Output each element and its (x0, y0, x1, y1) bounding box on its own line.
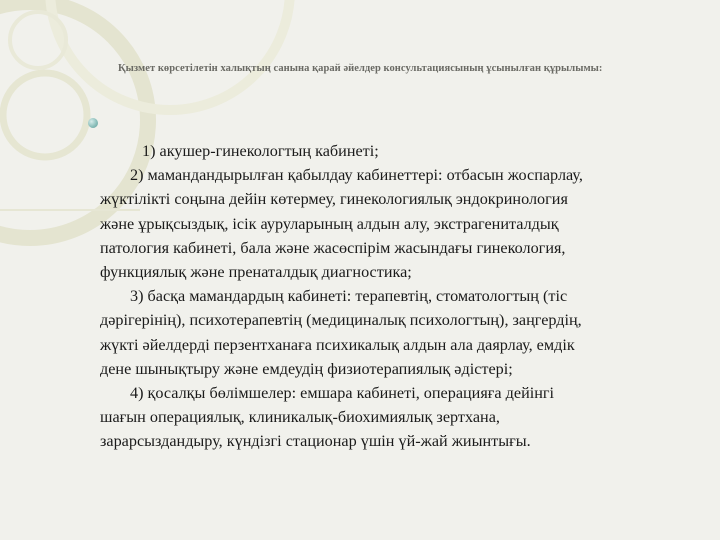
text-line: жүктілікті соңына дейін көтермеу, гинекологиялық эндокринология (100, 190, 568, 209)
text-line: зарарсыздандыру, күндізгі стационар үшін үй-жай жиынтығы. (100, 432, 531, 451)
text-line: 3) басқа мамандардың кабинеті: терапевтің, стоматологтың (тіс (130, 287, 568, 306)
bullet-icon (88, 118, 98, 128)
text-line: 1) акушер-гинекологтың кабинеті; (142, 142, 379, 160)
text-line: жүкті әйелдерді перзентханаға психикалық алдын ала даярлау, емдік (100, 335, 575, 354)
text-line: 4) қосалқы бөлімшелер: емшара кабинеті, операцияға дейінгі (130, 384, 555, 403)
text-line: және ұрықсыздық, ісік ауруларының алдын алу, экстрагениталдық (100, 214, 559, 233)
text-line: дене шынықтыру және емдеудің физиотерапиялық әдістері; (100, 359, 513, 378)
text-line: шағын операциялық, клиникалық-биохимиялық зертхана, (100, 408, 500, 427)
text-line: 2) мамандандырылған қабылдау кабинеттері: отбасын жоспарлау, (130, 166, 583, 185)
text-line: патология кабинеті, бала және жасөспірім жасындағы гинекология, (100, 238, 566, 257)
text-line: дәрігерінің), психотерапевтің (медициналық психологтың), заңгердің, (100, 311, 582, 330)
text-line: функциялық және пренаталдық диагностика; (100, 263, 412, 282)
slide-title: Қызмет көрсетілетін халықтың санына қарай әйелдер консультациясының ұсынылған құрылымы: (118, 63, 603, 74)
content-body (100, 139, 720, 454)
